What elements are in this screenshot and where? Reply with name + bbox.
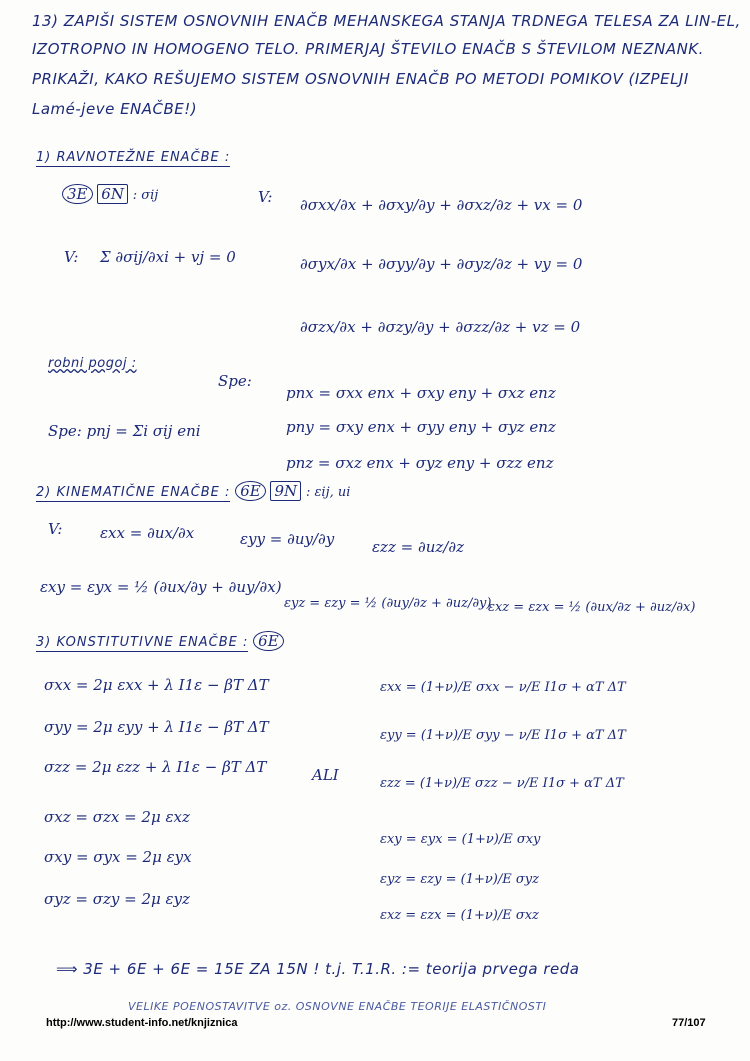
s2-badge-equations: 6E — [235, 481, 266, 501]
footer-handwritten-note: VELIKE POENOSTAVITVE oz. OSNOVNE ENAČBE TEORIJE ELASTIČNOSTI — [128, 1000, 547, 1013]
s3-eyz-eq: εyz = εzy = (1+ν)/E σyz — [380, 872, 539, 887]
s2-eyz-eq: εyz = εzy = ½ (∂uy/∂z + ∂uz/∂y) — [284, 596, 492, 611]
s3-sxy-eq: σxy = σyx = 2μ εyx — [44, 848, 192, 866]
s3-szz-eq: σzz = 2μ εzz + λ I1ε − βT ΔT — [44, 758, 267, 776]
s2-ezz-eq: εzz = ∂uz/∂z — [372, 538, 464, 556]
s1-eq-x: ∂σxx/∂x + ∂σxy/∂y + ∂σxz/∂z + vx = 0 — [300, 196, 583, 214]
s3-syy-eq: σyy = 2μ εyy + λ I1ε − βT ΔT — [44, 718, 269, 736]
title-line-4: Lamé-jeve ENAČBE!) — [32, 100, 198, 118]
s3-ali-label: ALI — [312, 766, 339, 784]
title-line-2: IZOTROPNO IN HOMOGENO TELO. PRIMERJAJ ŠTEVILO ENAČB S ŠTEVILOM NEZNANK. — [32, 40, 704, 58]
title-line-3: PRIKAŽI, KAKO REŠUJEMO SISTEM OSNOVNIH ENAČB PO METODI POMIKOV (IZPELJI — [32, 70, 689, 88]
s3-exz-eq: εxz = εzx = (1+ν)/E σxz — [380, 908, 539, 923]
summary-line: ⟹ 3E + 6E + 6E = 15E ZA 15N ! t.j. T.1.R. := teorija prvega reda — [56, 960, 580, 978]
s3-heading-row — [36, 632, 284, 650]
s2-exx-eq: εxx = ∂ux/∂x — [100, 524, 195, 542]
s3-badge-equations: 6E — [253, 631, 284, 651]
section-3-heading: 3) KONSTITUTIVNE ENAČBE : — [36, 635, 249, 650]
s3-eyy-eq: εyy = (1+ν)/E σyy − ν/E I1σ + αT ΔT — [380, 728, 626, 743]
s1-eq-z: ∂σzx/∂x + ∂σzy/∂y + ∂σzz/∂z + vz = 0 — [300, 318, 581, 336]
s2-exy-eq: εxy = εyx = ½ (∂ux/∂y + ∂uy/∂x) — [40, 578, 282, 596]
s3-exy-eq: εxy = εyx = (1+ν)/E σxy — [380, 832, 541, 847]
s3-sxx-eq: σxx = 2μ εxx + λ I1ε − βT ΔT — [44, 676, 269, 694]
s1-spe-left-eq: Spe: pnj = Σi σij eni — [48, 422, 201, 440]
s2-eyy-eq: εyy = ∂uy/∂y — [240, 530, 335, 548]
section-2-heading: 2) KINEMATIČNE ENAČBE : — [36, 485, 231, 500]
s1-pnz-eq: pnz = σxz enx + σyz eny + σzz enz — [286, 454, 554, 472]
s1-eq-y: ∂σyx/∂x + ∂σyy/∂y + ∂σyz/∂z + vy = 0 — [300, 255, 583, 273]
s2-exz-eq: εxz = εzx = ½ (∂ux/∂z + ∂uz/∂x) — [488, 600, 696, 615]
s1-spe-label-right: Spe: — [218, 372, 252, 390]
s1-v-label-right: V: — [258, 188, 273, 206]
section-1-heading: 1) RAVNOTEŽNE ENAČBE : — [36, 150, 231, 165]
s1-pnx-eq: pnx = σxx enx + σxy eny + σxz enz — [286, 384, 556, 402]
s1-unknown-label: : σij — [132, 188, 159, 203]
s2-v-label: V: — [48, 520, 63, 538]
s1-badge-unknowns: 6N — [97, 184, 128, 204]
s2-badge-unknowns: 9N — [270, 481, 301, 501]
s3-exx-eq: εxx = (1+ν)/E σxx − ν/E I1σ + αT ΔT — [380, 680, 626, 695]
footer-source-url[interactable]: http://www.student-info.net/knjiznica — [46, 1017, 238, 1029]
s1-boundary-label: robni pogoj : — [48, 356, 137, 371]
s1-badges — [62, 185, 158, 203]
s1-pny-eq: pny = σxy enx + σyy eny + σyz enz — [286, 418, 556, 436]
s3-ezz-eq: εzz = (1+ν)/E σzz − ν/E I1σ + αT ΔT — [380, 776, 624, 791]
s2-unknown-label: : εij, ui — [305, 485, 351, 500]
s1-v-label-left: V: — [64, 248, 79, 266]
s1-general-equilibrium-eq: Σ ∂σij/∂xi + vj = 0 — [100, 248, 236, 266]
s3-syz-eq: σyz = σzy = 2μ εyz — [44, 890, 190, 908]
s3-sxz-eq: σxz = σzx = 2μ εxz — [44, 808, 190, 826]
footer-page-number: 77/107 — [672, 1017, 706, 1029]
title-line-1: 13) ZAPIŠI SISTEM OSNOVNIH ENAČB MEHANSKEGA STANJA TRDNEGA TELESA ZA LIN-EL, — [32, 12, 741, 30]
s2-heading-row — [36, 482, 350, 500]
s1-badge-equations: 3E — [62, 184, 93, 204]
